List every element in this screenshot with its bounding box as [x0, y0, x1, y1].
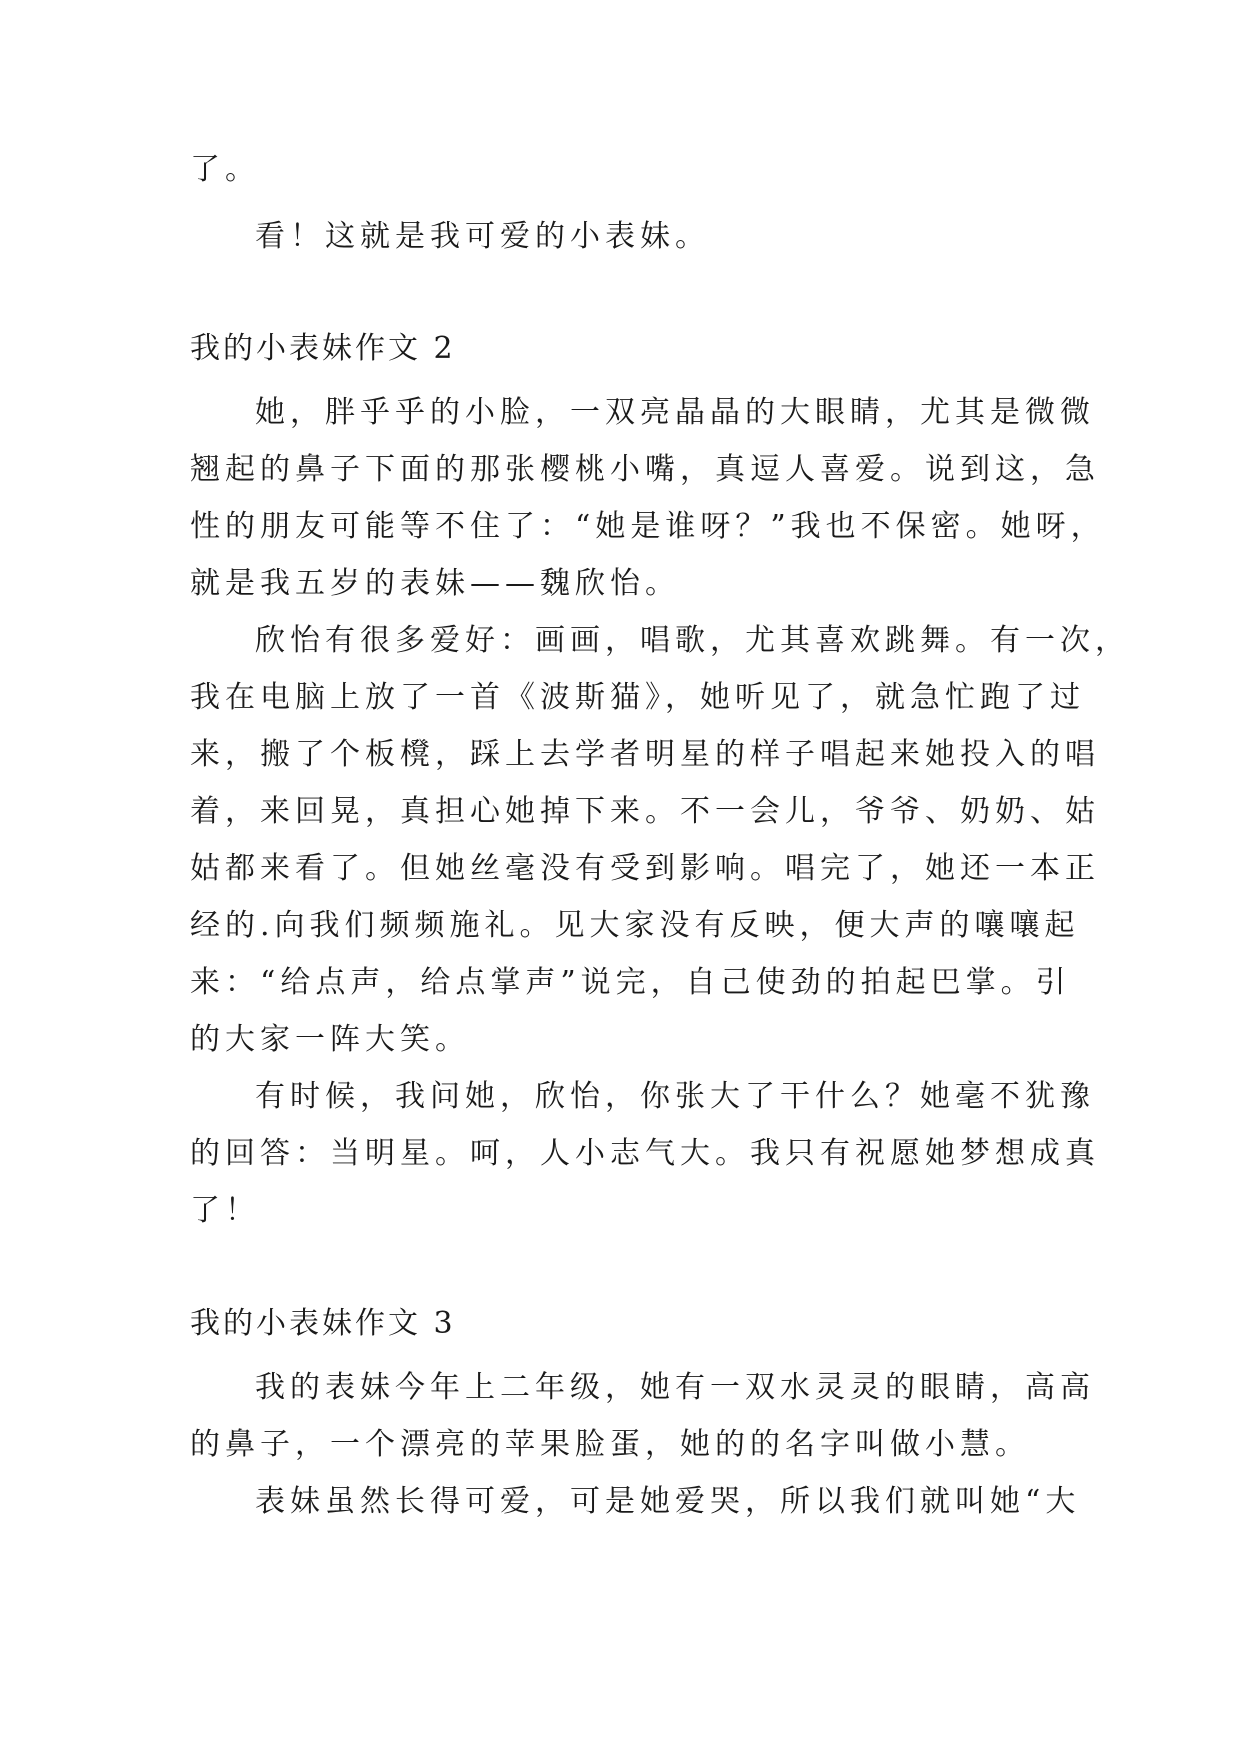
- paragraph-line: 就是我五岁的表妹——魏欣怡。: [190, 566, 680, 601]
- paragraph-line: 着，来回晃，真担心她掉下来。不一会儿，爷爷、奶奶、姑: [190, 794, 1100, 829]
- paragraph-line: 的大家一阵大笑。: [190, 1022, 470, 1057]
- paragraph-line: 她，胖乎乎的小脸，一双亮晶晶的大眼睛，尤其是微微: [255, 395, 1095, 430]
- paragraph-line: 我在电脑上放了一首《波斯猫》，她听见了，就急忙跑了过: [190, 680, 1085, 715]
- paragraph-line: 有时候，我问她，欣怡，你张大了干什么？她毫不犹豫: [255, 1079, 1095, 1114]
- paragraph-line: 了！: [190, 1193, 260, 1228]
- paragraph-line: 姑都来看了。但她丝毫没有受到影响。唱完了，她还一本正: [190, 851, 1100, 886]
- paragraph-line: 我的表妹今年上二年级，她有一双水灵灵的眼睛，高高: [255, 1370, 1095, 1405]
- paragraph-line: 性的朋友可能等不住了：“她是谁呀？”我也不保密。她呀，: [190, 509, 1106, 544]
- paragraph-line: 的回答：当明星。呵，人小志气大。我只有祝愿她梦想成真: [190, 1136, 1100, 1171]
- paragraph-line: 的鼻子，一个漂亮的苹果脸蛋，她的的名字叫做小慧。: [190, 1427, 1030, 1462]
- paragraph-line: 翘起的鼻子下面的那张樱桃小嘴，真逗人喜爱。说到这，急: [190, 452, 1100, 487]
- paragraph-line: 来，搬了个板櫈，踩上去学者明星的样子唱起来她投入的唱: [190, 737, 1100, 772]
- paragraph-line: 欣怡有很多爱好：画画，唱歌，尤其喜欢跳舞。有一次，: [255, 623, 1130, 658]
- paragraph-line: 了。: [190, 152, 260, 187]
- paragraph-line: 表妹虽然长得可爱，可是她爱哭，所以我们就叫她“大: [255, 1484, 1081, 1519]
- section-heading: 我的小表妹作文 3: [190, 1306, 456, 1341]
- paragraph-line: 经的.向我们频频施礼。见大家没有反映，便大声的嚷嚷起: [190, 908, 1080, 943]
- section-heading: 我的小表妹作文 2: [190, 331, 456, 366]
- paragraph-line: 看！这就是我可爱的小表妹。: [255, 219, 710, 254]
- paragraph-line: 来：“给点声，给点掌声”说完，自己使劲的拍起巴掌。引: [190, 965, 1071, 1000]
